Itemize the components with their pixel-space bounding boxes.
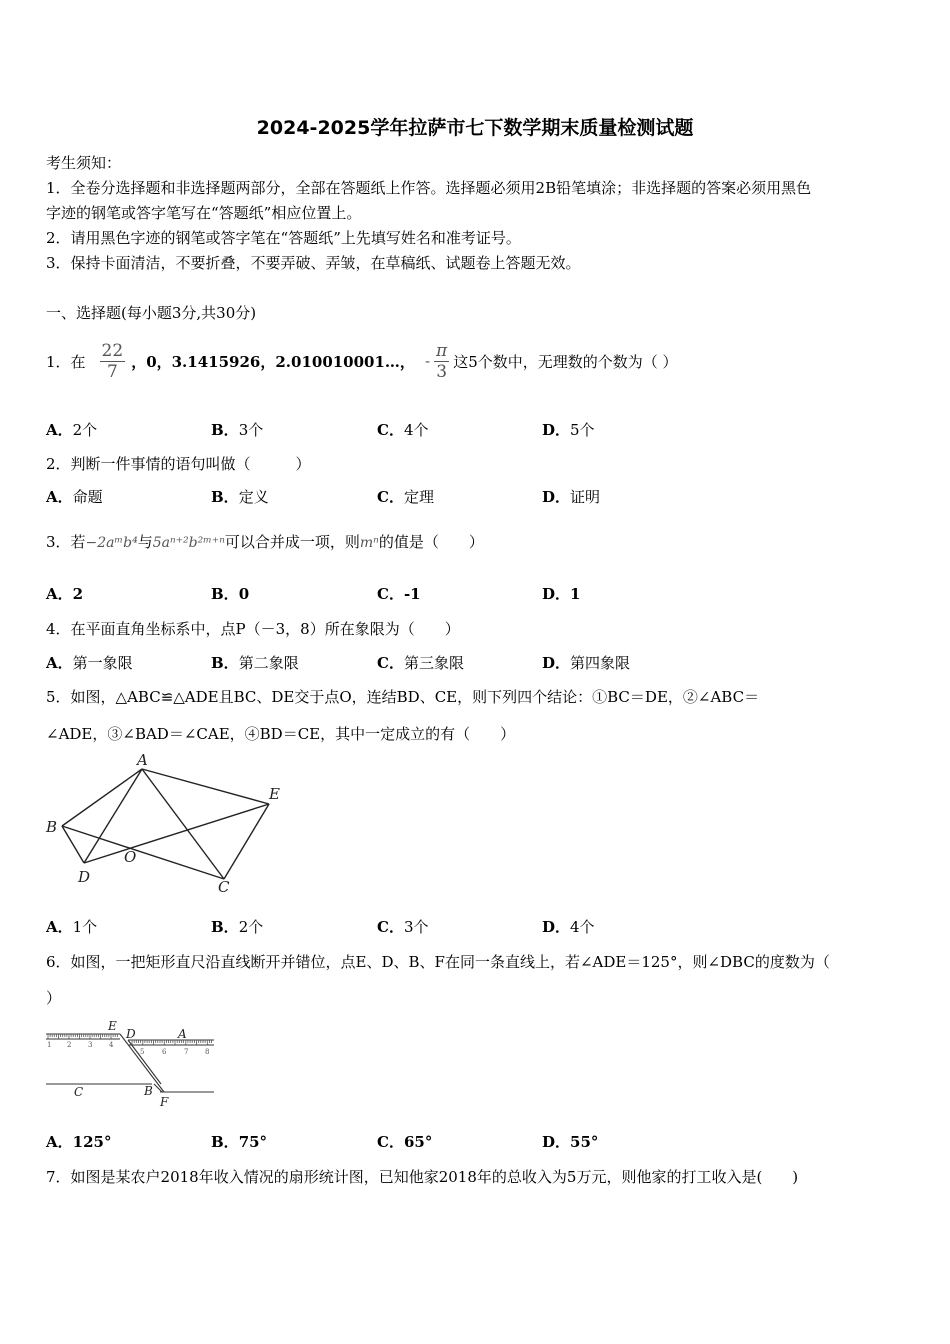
option-letter: A． [46, 1133, 73, 1151]
question-7-stem: 7．如图是某农户2018年收入情况的扇形统计图，已知他家2018年的总收入为5万元，则他家的打工收入是( ) [46, 1168, 799, 1186]
question-6-stem: 6．如图，一把矩形直尺沿直线断开并错位，点E、D、B、F在同一条直线上，若∠ADE＝125°，则∠DBC的度数为（ [46, 953, 830, 971]
notice-heading: 考生须知： [46, 154, 122, 172]
option-text: 0 [238, 585, 250, 603]
option-text: 55° [570, 1133, 599, 1151]
option-letter: D． [542, 918, 571, 936]
option-text: 3个 [238, 421, 264, 439]
option-letter: C． [377, 918, 404, 936]
option-letter: D． [542, 654, 571, 672]
option-d [542, 583, 580, 604]
option-a [46, 486, 103, 507]
option-text: 4个 [570, 918, 595, 936]
question-1-prefix: 1．在 [46, 352, 86, 371]
option-letter: B． [211, 1133, 239, 1151]
option-text: 命题 [72, 488, 103, 506]
option-letter: A． [46, 421, 73, 439]
option-text: 证明 [570, 488, 601, 506]
fraction-denominator: 3 [436, 361, 448, 382]
fraction-denominator: 7 [106, 361, 118, 382]
option-letter: A． [46, 488, 73, 506]
question-3-stem [46, 531, 484, 552]
option-text: 65° [403, 1133, 433, 1151]
option-letter: C． [377, 654, 404, 672]
label-e: E [108, 1019, 117, 1033]
option-c [377, 652, 464, 673]
option-letter: B． [211, 654, 239, 672]
math-expression: 5aⁿ⁺²b²ᵐ⁺ⁿ [152, 535, 225, 551]
ruler-number: 5 [140, 1048, 145, 1056]
option-text: -1 [403, 585, 421, 603]
fraction-pi-3 [434, 341, 449, 382]
option-letter: D． [542, 421, 571, 439]
section-heading: 一、选择题(每小题3分,共30分) [46, 304, 257, 322]
option-c [377, 1131, 432, 1152]
ruler-number: 4 [109, 1041, 114, 1049]
question-5-stem: 5．如图，△ABC≌△ADE且BC、DE交于点O，连结BD、CE，则下列四个结论：①BC＝DE，②∠ABC＝ [46, 688, 760, 706]
fraction-numerator: 22 [101, 340, 124, 361]
option-text: 3个 [403, 918, 429, 936]
option-b [211, 486, 269, 507]
option-b [211, 652, 299, 673]
label-a: A [178, 1027, 187, 1041]
option-text: 第四象限 [570, 654, 631, 672]
option-text: 2个 [72, 421, 98, 439]
minus-sign: - [424, 352, 431, 370]
fraction-22-7 [100, 341, 126, 382]
question-2-stem: 2．判断一件事情的语句叫做（ ） [46, 455, 311, 473]
notice-item: 3．保持卡面清洁，不要折叠，不要弄破、弄皱，在草稿纸、试题卷上答题无效。 [46, 254, 581, 272]
option-text: 2个 [238, 918, 264, 936]
option-c [377, 419, 429, 440]
triangle-figure [44, 752, 284, 897]
question-1-suffix: 这5个数中，无理数的个数为（ ） [453, 352, 678, 371]
option-c [377, 583, 421, 604]
option-letter: A． [46, 918, 73, 936]
option-text: 75° [238, 1133, 268, 1151]
question-3-text: 可以合并成一项，则 [224, 533, 360, 551]
ruler-number: 1 [47, 1041, 52, 1049]
option-a [46, 916, 97, 937]
option-text: 定义 [238, 488, 269, 506]
option-a [46, 652, 133, 673]
option-text: 第二象限 [238, 654, 299, 672]
ruler-number: 6 [162, 1048, 167, 1056]
option-letter: C． [377, 1133, 404, 1151]
option-text: 定理 [403, 488, 434, 506]
fraction-numerator: π [436, 340, 448, 361]
ruler-figure [44, 1018, 219, 1110]
option-text: 2 [72, 585, 84, 603]
option-letter: A． [46, 585, 73, 603]
option-c [377, 916, 429, 937]
question-3-text: 与 [137, 533, 153, 551]
label-e: E [269, 785, 280, 803]
label-b: B [46, 818, 58, 836]
question-1-middle: ，0，3.1415926，2.010010001…， [131, 352, 415, 371]
notice-item: 2．请用黑色字迹的钢笔或答字笔在“答题纸”上先填写姓名和准考证号。 [46, 229, 521, 247]
option-text: 第三象限 [403, 654, 464, 672]
option-letter: B． [211, 585, 239, 603]
option-d [542, 916, 595, 937]
label-o: O [124, 848, 137, 866]
question-1-stem [46, 336, 678, 386]
label-c: C [218, 878, 230, 896]
option-d [542, 1131, 598, 1152]
label-c: C [74, 1085, 84, 1099]
option-d [542, 419, 595, 440]
option-text: 1个 [72, 918, 98, 936]
option-text: 5个 [570, 421, 595, 439]
option-a [46, 1131, 111, 1152]
math-expression: mⁿ [359, 535, 379, 551]
option-letter: A． [46, 654, 73, 672]
ruler-number: 8 [205, 1048, 210, 1056]
option-b [211, 916, 263, 937]
question-5-stem-cont: ∠ADE，③∠BAD＝∠CAE，④BD＝CE，其中一定成立的有（ ） [46, 725, 516, 743]
label-a: A [137, 752, 148, 769]
ruler-number: 3 [88, 1041, 93, 1049]
question-4-stem: 4．在平面直角坐标系中，点P（－3，8）所在象限为（ ） [46, 620, 460, 638]
option-text: 125° [72, 1133, 112, 1151]
option-letter: D． [542, 488, 571, 506]
option-letter: B． [211, 488, 239, 506]
label-d: D [78, 868, 91, 886]
option-letter: B． [211, 918, 239, 936]
option-letter: C． [377, 488, 404, 506]
option-d [542, 652, 630, 673]
option-letter: D． [542, 585, 571, 603]
label-b: B [144, 1084, 153, 1098]
notice-item: 1．全卷分选择题和非选择题两部分，全部在答题纸上作答。选择题必须用2B铅笔填涂；非选择题的答案必须用黑色 [46, 179, 812, 197]
ruler-number: 2 [67, 1041, 72, 1049]
option-b [211, 1131, 267, 1152]
math-expression: −2aᵐb⁴ [85, 535, 138, 551]
label-f: F [160, 1095, 169, 1109]
option-a [46, 583, 83, 604]
option-letter: C． [377, 421, 404, 439]
option-text: 1 [570, 585, 581, 603]
question-6-stem-cont: ） [46, 989, 62, 1007]
question-3-prefix: 3．若 [46, 533, 86, 551]
option-text: 第一象限 [72, 654, 133, 672]
ruler-number: 7 [184, 1048, 189, 1056]
question-3-suffix: 的值是（ ） [378, 533, 484, 551]
notice-item: 字迹的钢笔或答字笔写在“答题纸”相应位置上。 [46, 204, 362, 222]
option-a [46, 419, 97, 440]
option-letter: C． [377, 585, 404, 603]
page-title: 2024-2025学年拉萨市七下数学期末质量检测试题 [256, 117, 694, 139]
option-b [211, 419, 263, 440]
option-c [377, 486, 434, 507]
option-text: 4个 [403, 421, 429, 439]
option-d [542, 486, 600, 507]
label-d: D [126, 1027, 136, 1041]
option-letter: D． [542, 1133, 571, 1151]
option-b [211, 583, 249, 604]
option-letter: B． [211, 421, 239, 439]
